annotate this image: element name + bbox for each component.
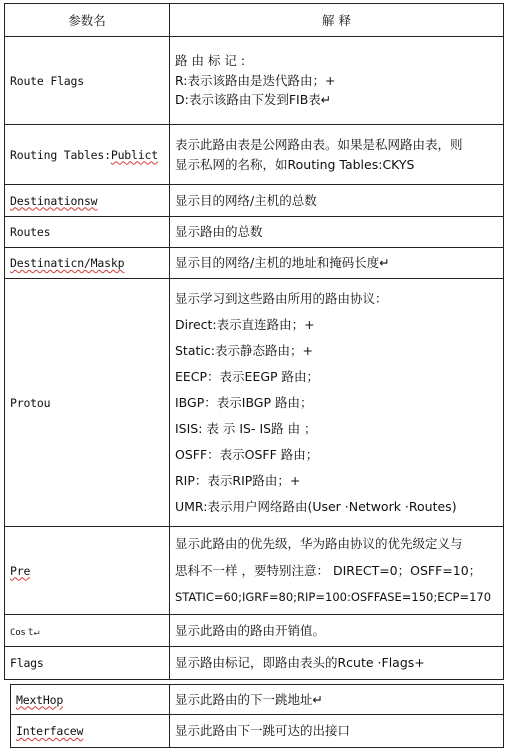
param-name bbox=[5, 125, 170, 185]
description-line: 显示路由标记，即路由表头的Rcute ·Flags+ bbox=[175, 655, 425, 671]
param-name bbox=[5, 185, 170, 217]
spellcheck-underlined-word: Publict bbox=[110, 147, 158, 162]
param-description bbox=[170, 248, 504, 279]
parameter-table-continued bbox=[10, 684, 504, 748]
spellcheck-underlined-word: MextHop bbox=[16, 692, 64, 707]
description-line: Static:表示静态路由；+ bbox=[175, 342, 313, 358]
param-description bbox=[170, 185, 504, 217]
header-row bbox=[5, 4, 504, 37]
param-description bbox=[170, 125, 504, 185]
param-name bbox=[5, 615, 170, 647]
param-name: Routes bbox=[5, 217, 170, 248]
paragraph-mark: t↵ bbox=[27, 626, 40, 638]
description-line: EECP：表示EEGP 路由； bbox=[175, 368, 320, 384]
description-line: 表示此路由表是公网路由表。如果是私网路由表，则 bbox=[175, 137, 463, 153]
table-row-route-flags bbox=[5, 37, 504, 125]
table-row-destination-mask bbox=[5, 248, 504, 279]
param-name bbox=[11, 685, 170, 715]
description-line: IBGP：表示IBGP 路由； bbox=[175, 394, 313, 410]
description-line: D:表示该路由下发到FIB表↵ bbox=[175, 92, 332, 108]
param-description bbox=[170, 37, 504, 125]
param-description bbox=[170, 685, 504, 715]
table-row-destinations bbox=[5, 185, 504, 217]
spellcheck-underlined-word: Interfacew bbox=[16, 724, 84, 738]
param-description bbox=[170, 217, 504, 248]
param-description bbox=[170, 527, 504, 615]
table-row-flags bbox=[5, 647, 504, 680]
param-name: Protou bbox=[5, 279, 170, 527]
description-line: RIP：表示RIP路由；+ bbox=[175, 472, 301, 488]
description-line: 显示此路由的优先级，华为路由协议的优先级定义与 bbox=[175, 536, 463, 551]
description-line: 显示学习到这些路由所用的路由协议： bbox=[175, 290, 388, 306]
parameter-table bbox=[4, 3, 504, 680]
header-param-name: 参数名 bbox=[5, 4, 170, 37]
description-line: 显示此路由的下一跳地址↵ bbox=[175, 691, 323, 707]
description-line: 显示目的网络/主机的总数 bbox=[175, 192, 317, 208]
param-name bbox=[5, 527, 170, 615]
description-line: 显示路由的总数 bbox=[175, 224, 263, 240]
param-description bbox=[170, 715, 504, 748]
description-line: 显示私网的名称，如Routing Tables:CKYS bbox=[175, 156, 415, 172]
table-row-cost bbox=[5, 615, 504, 647]
param-name bbox=[5, 248, 170, 279]
param-name: Flags bbox=[5, 647, 170, 680]
param-description bbox=[170, 647, 504, 680]
table-row-preference bbox=[5, 527, 504, 615]
table-row-next-hop bbox=[11, 685, 504, 715]
table-row-routing-tables bbox=[5, 125, 504, 185]
spellcheck-underlined-word: Pre bbox=[10, 563, 31, 578]
description-line: 显示目的网络/主机的地址和掩码长度↵ bbox=[175, 255, 390, 271]
description-line: STATIC=60;IGRF=80;RIP=100:OSFFASE=150;ECP=170 bbox=[175, 590, 492, 604]
table-row-interface bbox=[11, 715, 504, 748]
table-row-routes bbox=[5, 217, 504, 248]
param-description bbox=[170, 615, 504, 647]
param-name-text: Cos bbox=[10, 627, 26, 638]
description-line: OSFF：表示OSFF 路由； bbox=[175, 446, 319, 462]
table-row-protocol bbox=[5, 279, 504, 527]
description-line: ISIS: 表 示 IS- IS路 由 ； bbox=[175, 420, 317, 436]
header-description: 解 释 bbox=[170, 4, 504, 37]
description-line: UMR:表示用户网络路由(User ·Network ·Routes) bbox=[175, 498, 457, 514]
description-line: 思科不一样 ，要特别注意： DIRECT=0；OSFF=10； bbox=[175, 563, 482, 578]
param-description bbox=[170, 279, 504, 527]
param-name bbox=[11, 715, 170, 748]
param-name: Route Flags bbox=[5, 37, 170, 125]
description-line: 路 由 标 记 : bbox=[175, 53, 246, 69]
spellcheck-underlined-word: Destinationsw bbox=[10, 193, 98, 208]
description-line: R:表示该路由是迭代路由；+ bbox=[175, 72, 336, 88]
spellcheck-underlined-word: Destinaticn/Maskp bbox=[10, 256, 125, 270]
description-line: Direct:表示直连路由；+ bbox=[175, 316, 315, 332]
description-line: 显示此路由的路由开销值。 bbox=[175, 622, 326, 638]
param-name-text: Routing Tables: bbox=[10, 147, 111, 162]
description-line: 显示此路由下一跳可达的出接口 bbox=[175, 723, 351, 739]
